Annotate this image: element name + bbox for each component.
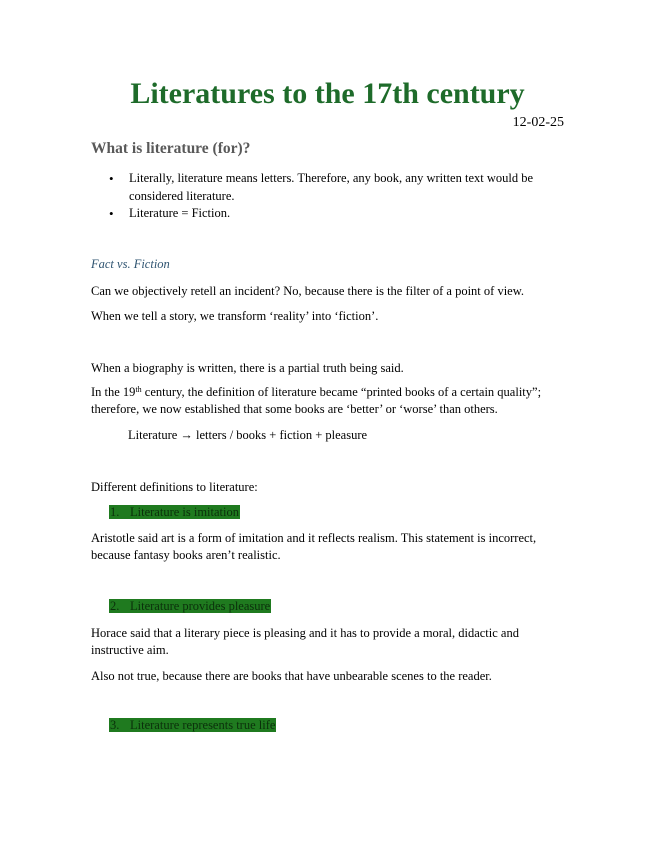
definition-item-3 <box>109 718 276 733</box>
definition-item-2 <box>109 599 271 614</box>
subheading-fact-vs-fiction: Fact vs. Fiction <box>91 257 170 271</box>
paragraph-aristotle: Aristotle said art is a form of imitation and it reflects realism. This statement is incorrect, because fantasy books aren’t realistic. <box>91 531 537 562</box>
item-text: Literature provides pleasure <box>130 599 271 613</box>
superscript: th <box>135 385 142 394</box>
item-text: Literature is imitation <box>130 505 239 519</box>
item-number: 3. <box>110 718 120 732</box>
bullet-list <box>109 170 569 223</box>
text-fragment: In the 19 <box>91 385 136 399</box>
section-heading: What is literature (for)? <box>91 140 251 157</box>
definitions-intro: Different definitions to literature: <box>91 480 258 494</box>
bullet-item: • Literally, literature means letters. Therefore, any book, any written text would be considered literature. <box>109 170 569 205</box>
definition-item-1 <box>109 505 240 520</box>
text-fragment: century, the definition of literature became “printed books of a certain quality”; therefore, we now established that some books are ‘better’ or ‘worse’ than others. <box>91 385 542 416</box>
item-number: 1. <box>110 505 120 519</box>
item-text: Literature represents true life <box>130 718 276 732</box>
paragraph: Can we objectively retell an incident? No, because there is the filter of a point of view. <box>91 284 525 298</box>
bullet-item: • Literature = Fiction. <box>109 205 569 223</box>
paragraph: Also not true, because there are books that have unbearable scenes to the reader. <box>91 669 492 683</box>
document-date: 12-02-25 <box>512 115 564 130</box>
document-title: Literatures to the 17th century <box>130 77 525 110</box>
paragraph: When a biography is written, there is a partial truth being said. <box>91 361 404 375</box>
paragraph-19th-century <box>91 384 561 418</box>
paragraph: When we tell a story, we transform ‘reality’ into ‘fiction’. <box>91 309 379 323</box>
item-number: 2. <box>110 599 120 613</box>
formula-line: Literature → letters / books + fiction + pleasure <box>128 428 368 442</box>
paragraph-horace: Horace said that a literary piece is pleasing and it has to provide a moral, didactic and instructive aim. <box>91 626 519 657</box>
